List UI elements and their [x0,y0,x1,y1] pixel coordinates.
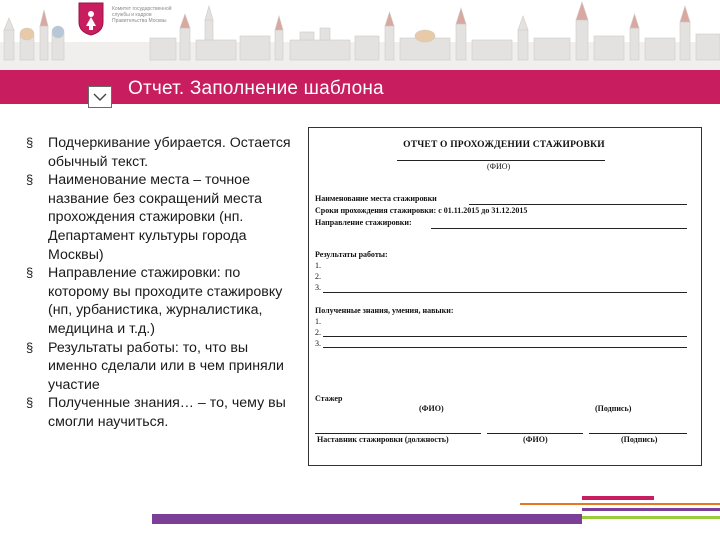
footer-stripe [520,503,720,505]
fio-underline [397,160,605,161]
list-item-text: Наименование места – точное название без сокращений места прохождения стажировки (нп. Департамент культуры города Москвы) [48,172,263,263]
list-item-text: Результаты работы: то, что вы именно сделали или в чем приняли участие [48,339,284,393]
footer-stripe [582,516,720,519]
list-item [26,394,301,431]
list-item-text: Направление стажировки: по которому вы проходите стажировку (нп, урбанистика, журналистика, медицина и т.д.) [48,265,283,337]
footer-bar [152,514,582,524]
direction-label: Направление стажировки: [315,218,412,227]
list-item [26,171,301,264]
moscow-coat-of-arms-logo [78,2,104,36]
mentor-sign-underline [589,433,687,434]
bullet-icon: § [26,395,34,411]
knowledge-item: 1. [315,317,321,326]
list-item-text: Подчеркивание убирается. Остается обычный текст. [48,135,291,170]
list-item [26,339,301,395]
mentor-fio: (ФИО) [523,435,548,444]
dates-label: Сроки прохождения стажировки: с 01.11.2015 до 31.12.2015 [315,206,528,215]
bullet-icon: § [26,135,34,150]
intern-label: Стажер [315,394,343,403]
bullet-icon: § [26,339,34,355]
bullet-icon: § [26,172,34,188]
instruction-list [26,134,301,432]
list-item [26,134,301,171]
slide-title: Отчет. Заполнение шаблона [128,78,384,99]
results-item: 1. [315,261,321,270]
results-label: Результаты работы: [315,250,388,259]
mentor-sign: (Подпись) [621,435,658,444]
mentor-position-underline [315,433,481,434]
knowledge-label: Полученные знания, умения, навыки: [315,306,454,315]
chevron-down-icon [88,86,112,108]
footer-stripe [582,508,720,511]
mentor-label: Наставник стажировки (должность) [317,435,449,444]
mentor-fio-underline [487,433,583,434]
fio-caption: (ФИО) [487,162,511,171]
results-item: 2. [315,272,321,281]
intern-sign: (Подпись) [595,404,632,413]
knowledge-item: 2. [315,328,321,337]
report-title: ОТЧЕТ О ПРОХОЖДЕНИИ СТАЖИРОВКИ [403,140,605,150]
list-item-text: Полученные знания… – то, чему вы смогли научиться. [48,395,286,430]
results-item: 3. [315,283,321,292]
bullet-icon: § [26,265,34,281]
intern-fio: (ФИО) [419,404,444,413]
kremlin-skyline-illustration [0,0,720,70]
place-label: Наименование места стажировки [315,194,437,203]
logo-line: службы и кадров [112,12,152,18]
knowledge-underline [323,347,687,348]
footer-stripe [582,496,654,500]
results-underline [323,292,687,293]
list-item [26,264,301,338]
knowledge-item: 3. [315,339,321,348]
place-underline [469,204,687,205]
logo-line: Правительства Москвы [112,18,167,24]
knowledge-underline [323,336,687,337]
report-template-image [308,127,702,466]
logo-caption [112,6,182,24]
direction-underline [431,228,687,229]
logo-line: Комитет государственной [112,6,172,12]
